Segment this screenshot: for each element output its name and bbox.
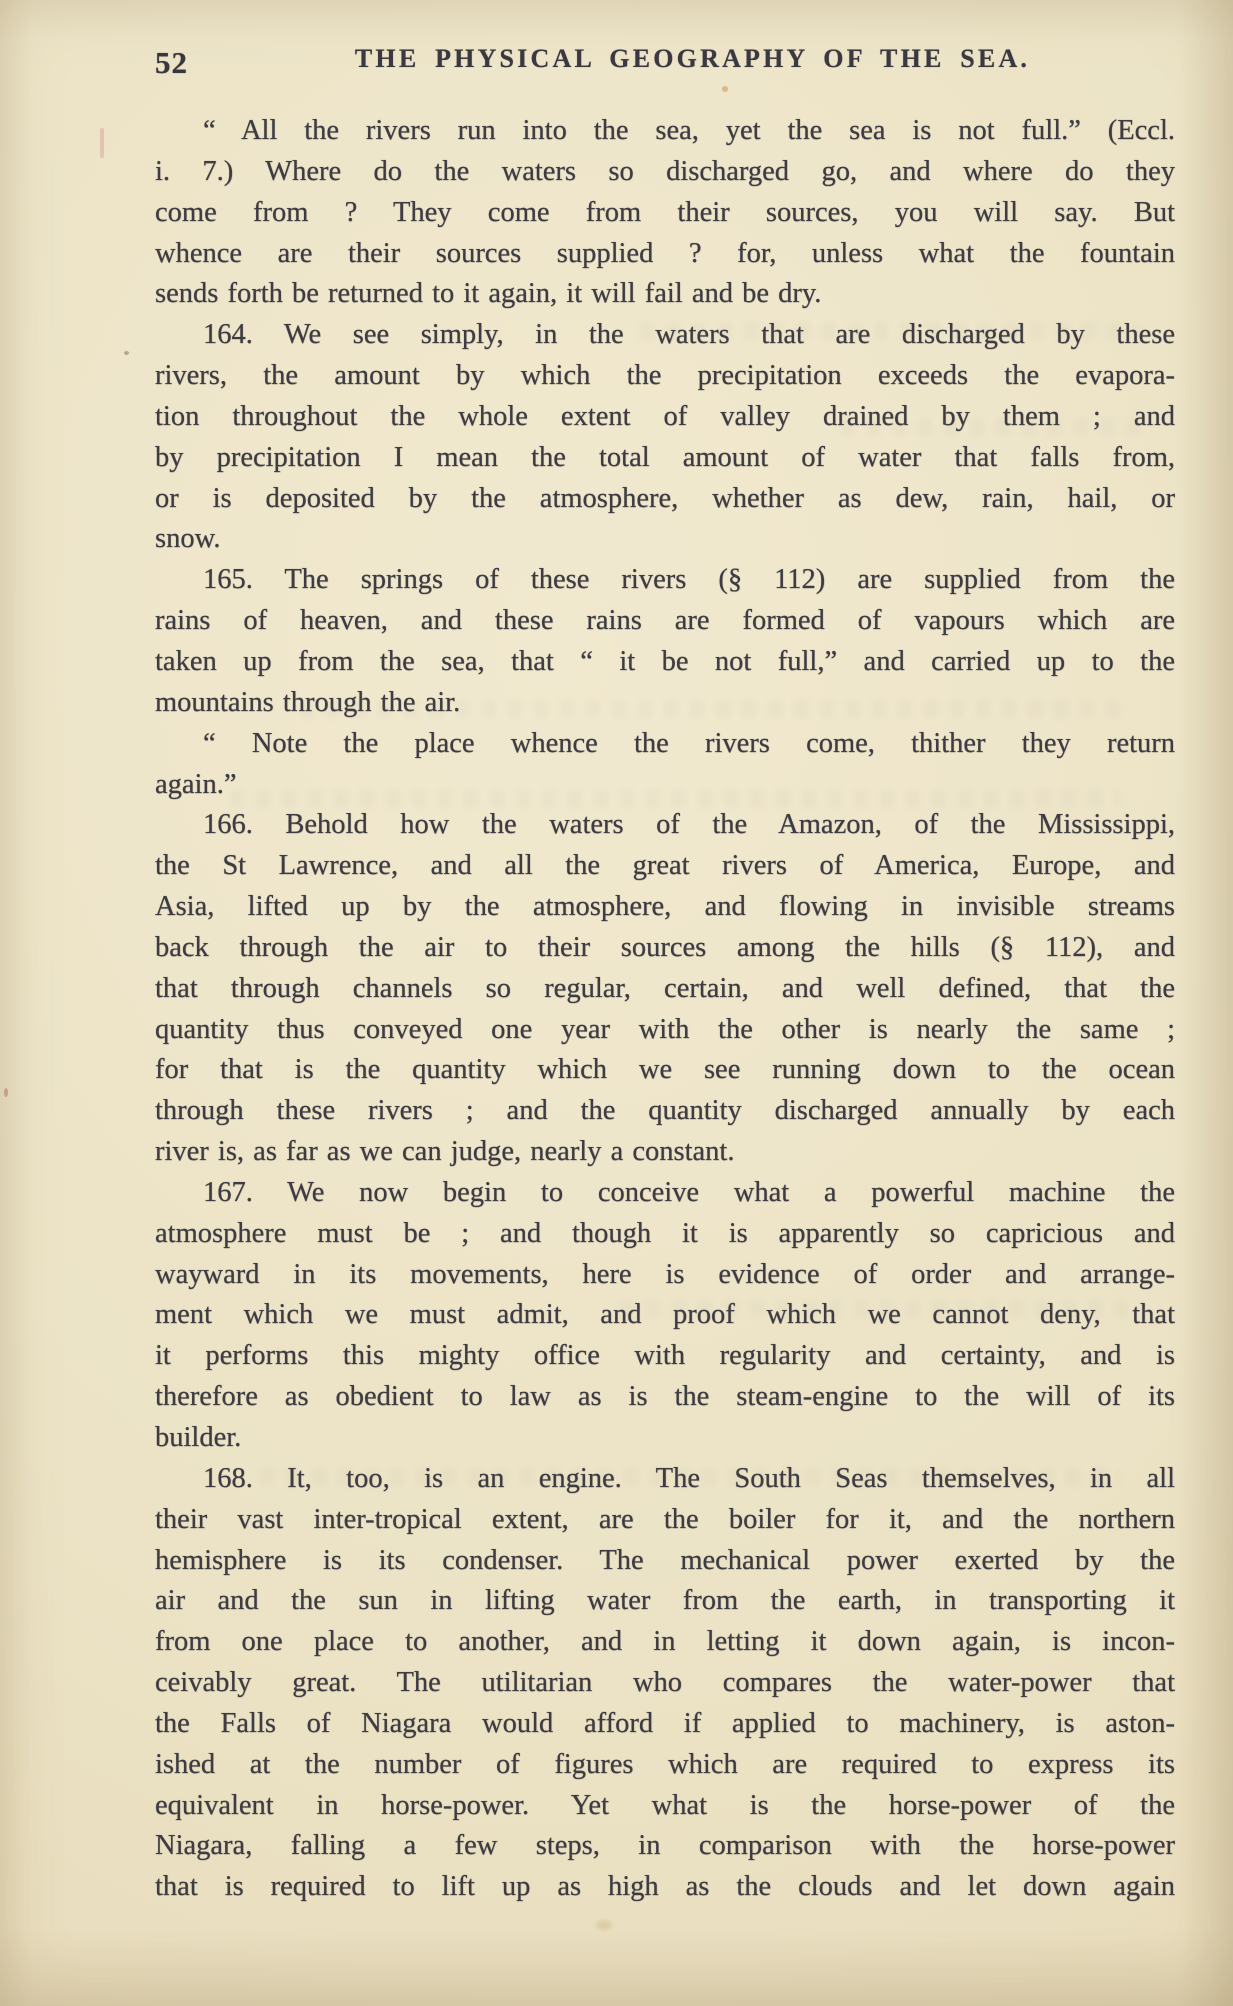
text-line: i. 7.) Where do the waters so discharged go, and where do they: [155, 155, 1175, 187]
text-line: 167. We now begin to conceive what a powerful machine the: [203, 1176, 1175, 1208]
text-line: 165. The springs of these rivers (§ 112) are supplied from the: [203, 564, 1175, 596]
running-header: THE PHYSICAL GEOGRAPHY OF THE SEA.: [354, 44, 1031, 73]
text-line: Asia, lifted up by the atmosphere, and flowing in invisible streams: [155, 891, 1175, 923]
text-line: for that is the quantity which we see running down to the ocean: [155, 1054, 1175, 1086]
text-line: 164. We see simply, in the waters that are discharged by these: [203, 319, 1175, 351]
text-line: rivers, the amount by which the precipitation exceeds the evapora-: [155, 360, 1175, 392]
text-line: “ Note the place whence the rivers come, thither they return: [203, 727, 1175, 759]
text-line: river is, as far as we can judge, nearly a constant.: [155, 1136, 735, 1168]
text-line: rains of heaven, and these rains are formed of vapours which are: [155, 605, 1175, 637]
text-line: that through channels so regular, certain, and well defined, that the: [155, 972, 1175, 1004]
scan-speck: [596, 1920, 612, 1930]
text-line: therefore as obedient to law as is the steam-engine to the will of its: [155, 1381, 1175, 1413]
text-line: Niagara, falling a few steps, in comparison with the horse-power: [155, 1830, 1175, 1862]
text-line: atmosphere must be ; and though it is apparently so capricious and: [155, 1217, 1175, 1249]
scan-speck: [722, 86, 728, 92]
text-line: their vast inter-tropical extent, are the boiler for it, and the northern: [155, 1503, 1175, 1535]
text-line: mountains through the air.: [155, 686, 461, 718]
body-text: [155, 111, 1175, 1908]
page-header: [155, 44, 1175, 84]
text-line: builder.: [155, 1422, 242, 1453]
text-line: from one place to another, and in letting it down again, is incon-: [155, 1626, 1175, 1658]
text-line: ceivably great. The utilitarian who compares the water-power that: [155, 1667, 1175, 1699]
page-number: 52: [155, 45, 188, 80]
text-line: tion throughout the whole extent of valley drained by them ; and: [155, 400, 1175, 432]
text-line: 166. Behold how the waters of the Amazon, of the Mississippi,: [203, 809, 1175, 841]
text-line: the Falls of Niagara would afford if applied to machinery, is aston-: [155, 1707, 1175, 1739]
text-line: taken up from the sea, that “ it be not full,” and carried up to the: [155, 645, 1175, 677]
text-line: it performs this mighty office with regularity and certainty, and is: [155, 1340, 1175, 1372]
text-line: through these rivers ; and the quantity discharged annually by each: [155, 1095, 1175, 1127]
scan-speck: [124, 351, 129, 355]
text-line: “ All the rivers run into the sea, yet the sea is not full.” (Eccl.: [203, 115, 1175, 146]
text-line: sends forth be returned to it again, it will fail and be dry.: [155, 278, 822, 310]
text-line: hemisphere is its condenser. The mechanical power exerted by the: [155, 1544, 1175, 1576]
text-line: back through the air to their sources among the hills (§ 112), and: [155, 931, 1175, 963]
text-line: that is required to lift up as high as the clouds and let down again: [155, 1871, 1175, 1903]
text-line: again.”: [155, 768, 237, 800]
scan-speck: [100, 128, 104, 158]
text-line: whence are their sources supplied ? for, unless what the fountain: [155, 237, 1175, 269]
text-line: come from ? They come from their sources, you will say. But: [155, 196, 1175, 228]
scan-speck: [4, 1088, 8, 1097]
text-line: the St Lawrence, and all the great rivers of America, Europe, and: [155, 850, 1175, 882]
text-line: quantity thus conveyed one year with the other is nearly the same ;: [155, 1013, 1175, 1045]
text-line: air and the sun in lifting water from the earth, in transporting it: [155, 1585, 1175, 1617]
text-line: ished at the number of figures which are required to express its: [155, 1748, 1175, 1780]
text-line: 168. It, too, is an engine. The South Seas themselves, in all: [203, 1462, 1175, 1494]
text-line: by precipitation I mean the total amount of water that falls from,: [155, 441, 1175, 473]
text-line: ment which we must admit, and proof which we cannot deny, that: [155, 1299, 1175, 1331]
text-line: wayward in its movements, here is evidence of order and arrange-: [155, 1258, 1175, 1290]
text-line: or is deposited by the atmosphere, whether as dew, rain, hail, or: [155, 482, 1175, 514]
text-line: equivalent in horse-power. Yet what is the horse-power of the: [155, 1789, 1175, 1821]
text-line: snow.: [155, 523, 221, 555]
